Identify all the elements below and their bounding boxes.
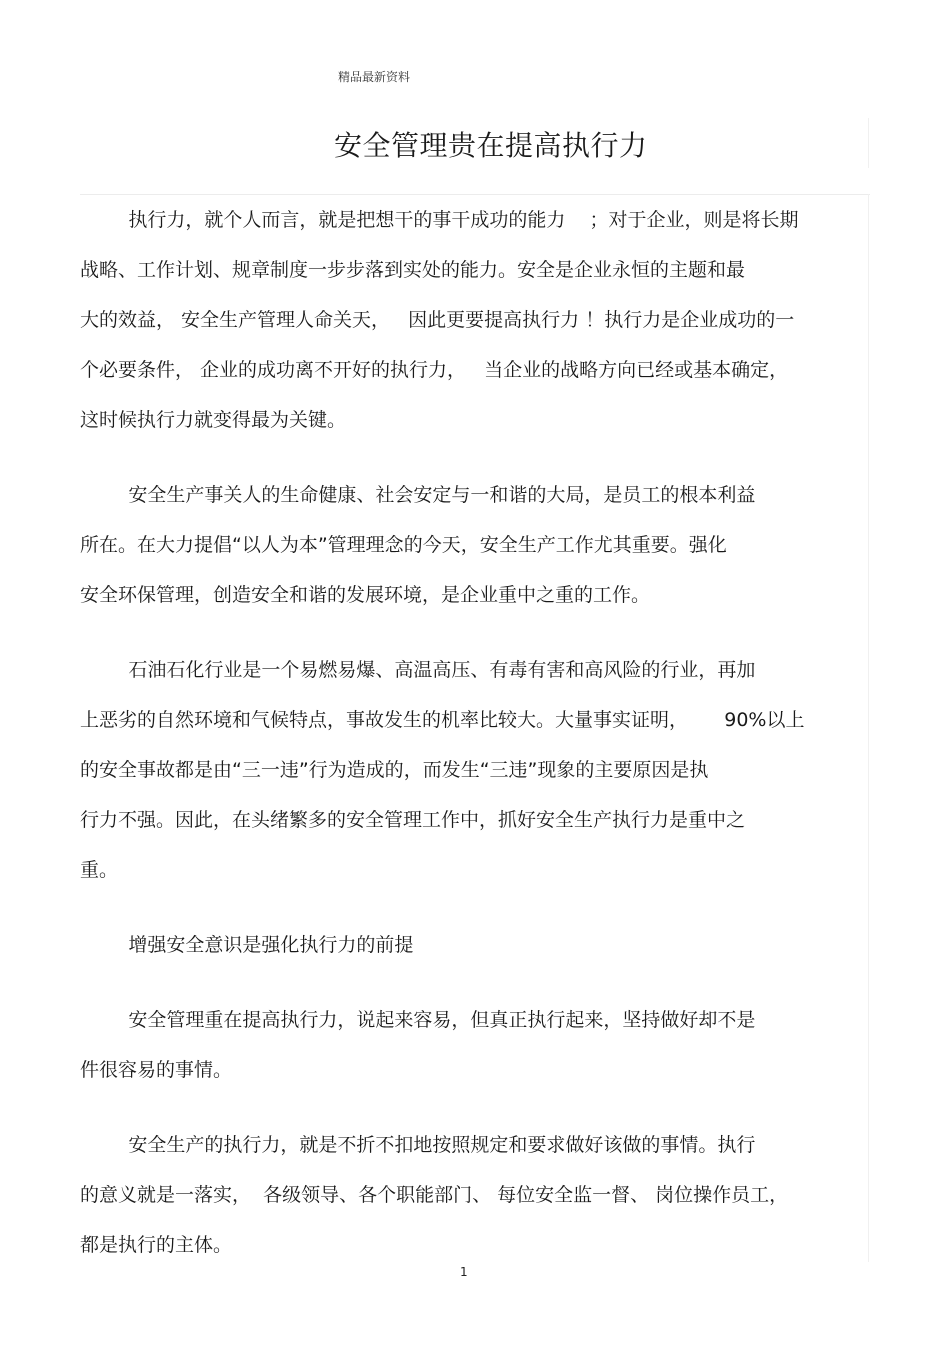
paragraph-line: 石油石化行业是一个易燃易爆、高温高压、有毒有害和高风险的行业，再加	[80, 659, 756, 681]
title-vertical-rule	[868, 118, 869, 168]
paragraph-line: 所在。在大力提倡“以人为本”管理理念的今天，安全生产工作尤其重要。强化	[80, 534, 727, 556]
page-number: 1	[460, 1265, 468, 1279]
paragraph-line: 安全管理重在提高执行力，说起来容易，但真正执行起来，坚持做好却不是	[80, 1009, 756, 1031]
paragraph-line: 安全生产事关人的生命健康、社会安定与一和谐的大局，是员工的根本利益	[80, 484, 756, 506]
paragraph-3	[80, 645, 880, 895]
paragraph-line: 这时候执行力就变得最为关键。	[80, 409, 347, 431]
paragraph-1	[80, 195, 880, 445]
paragraph-line: 重。	[80, 859, 119, 881]
header-note: 精品最新资料	[338, 70, 411, 84]
paragraph-line: 的安全事故都是由“三一违”行为造成的，而发生“三违”现象的主要原因是执	[80, 759, 709, 781]
document-title: 安全管理贵在提高执行力	[334, 129, 648, 162]
paragraph-5	[80, 995, 880, 1095]
paragraph-line: 战略、工作计划、规章制度一步步落到实处的能力。安全是企业永恒的主题和最	[80, 259, 746, 281]
paragraph-line: 件很容易的事情。	[80, 1059, 233, 1081]
paragraph-gap	[80, 620, 880, 645]
paragraph-line: 执行力，就个人而言，就是把想干的事干成功的能力 ；对于企业，则是将长期	[80, 209, 799, 231]
paragraph-gap	[80, 1095, 880, 1120]
paragraph-line: 大的效益， 安全生产管理人命关天， 因此更要提高执行力 ！执行力是企业成功的一	[80, 309, 795, 331]
section-heading-text: 增强安全意识是强化执行力的前提	[80, 934, 414, 956]
paragraph-2	[80, 470, 880, 620]
paragraph-gap	[80, 970, 880, 995]
paragraph-line: 上恶劣的自然环境和气候特点，事故发生的机率比较大。大量事实证明， 90%以上	[80, 709, 805, 731]
paragraph-gap	[80, 895, 880, 920]
paragraph-6	[80, 1120, 880, 1270]
document-body	[80, 195, 880, 1270]
paragraph-line: 都是执行的主体。	[80, 1234, 233, 1256]
paragraph-line: 个必要条件， 企业的成功离不开好的执行力， 当企业的战略方向已经或基本确定，	[80, 359, 789, 381]
paragraph-line: 行力不强。因此，在头绪繁多的安全管理工作中，抓好安全生产执行力是重中之	[80, 809, 746, 831]
section-heading	[80, 920, 880, 970]
paragraph-gap	[80, 445, 880, 470]
paragraph-line: 安全环保管理，创造安全和谐的发展环境，是企业重中之重的工作。	[80, 584, 651, 606]
paragraph-line: 安全生产的执行力，就是不折不扣地按照规定和要求做好该做的事情。执行	[80, 1134, 756, 1156]
paragraph-line: 的意义就是一落实， 各级领导、各个职能部门、 每位安全监一督、 岗位操作员工，	[80, 1184, 789, 1206]
